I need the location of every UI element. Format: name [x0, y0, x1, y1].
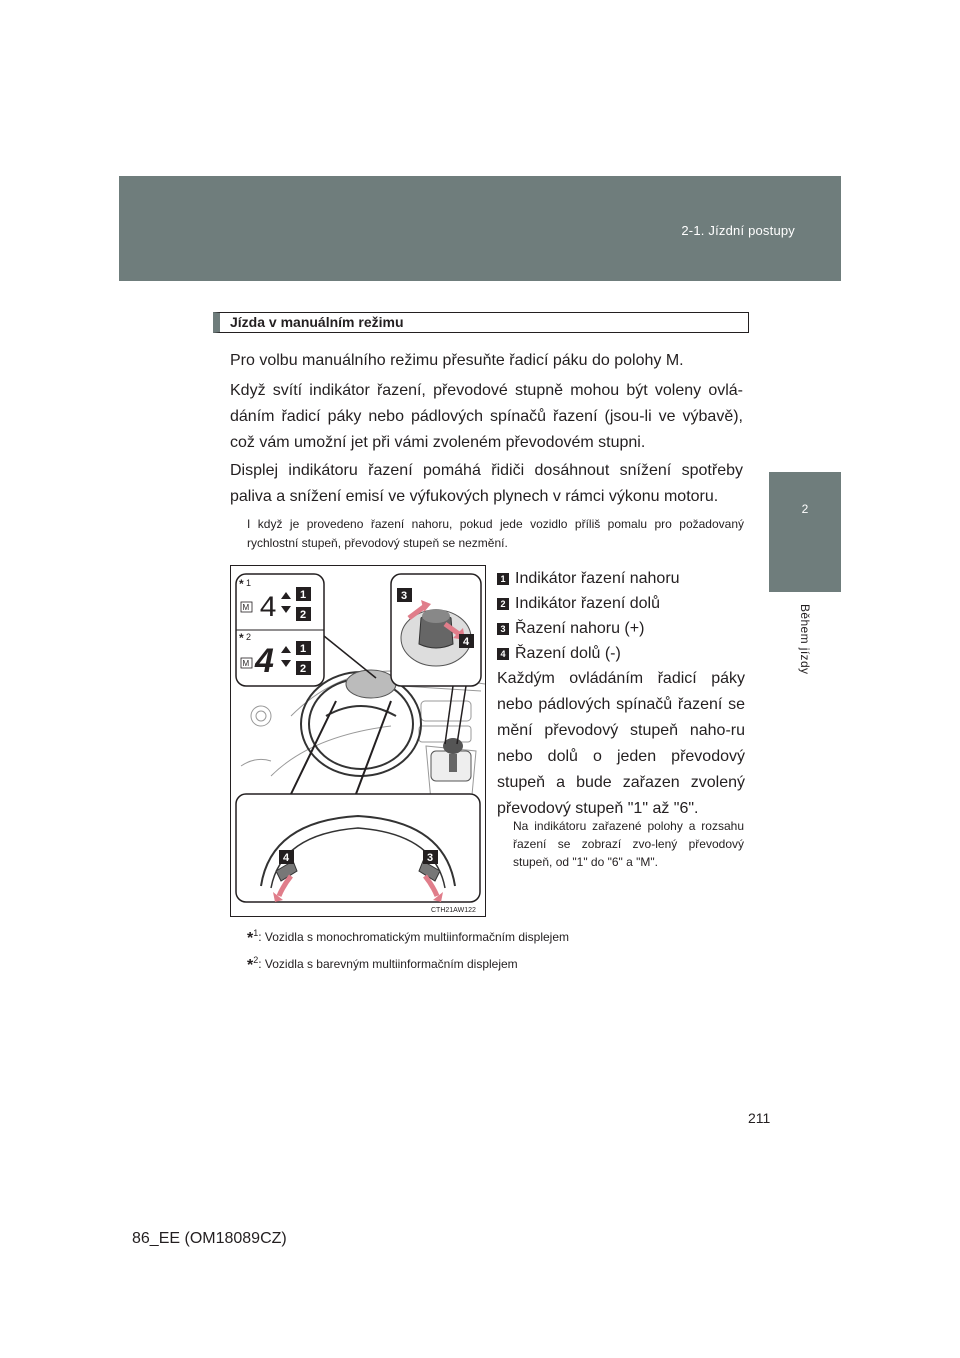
legend-item [497, 641, 745, 666]
svg-text:3: 3 [427, 852, 434, 864]
legend-number: 1 [497, 573, 509, 585]
svg-text:2: 2 [300, 609, 307, 621]
paragraph-2: Když svítí indikátor řazení, převodové stupně mohou být voleny ovlá-dáním řadicí páky nebo pádlových spínačů řazení (jsou-li ve výbavě), což vám umožní jet při vámi zvoleném převodovém stupni. [230, 382, 743, 451]
chapter-tab [769, 472, 841, 592]
mode-letter-1: M [242, 603, 250, 612]
paddle-shifter-inset [236, 794, 480, 902]
section-heading: Jízda v manuálním režimu [213, 312, 749, 333]
svg-text:4: 4 [463, 636, 470, 648]
legend-number: 2 [497, 598, 509, 610]
svg-text:1: 1 [300, 643, 307, 655]
shift-illustration [230, 565, 486, 917]
shift-illustration-svg [231, 566, 485, 916]
shift-description-note: Na indikátoru zařazené polohy a rozsahu řazení se zobrazí zvo-lený převodový stupeň, od "1" do "6" a "M". [513, 819, 744, 869]
svg-text:1: 1 [300, 589, 307, 601]
legend-label: Indikátor řazení dolů [515, 595, 660, 612]
gear-lever [431, 738, 471, 781]
legend-label: Řazení dolů (-) [515, 645, 621, 662]
svg-text:4: 4 [283, 852, 290, 864]
star2-label: 2 [246, 632, 252, 642]
gear-knob-inset [391, 574, 481, 686]
svg-text:*: * [239, 577, 244, 591]
legend-label: Indikátor řazení nahoru [515, 570, 680, 587]
legend-item [497, 566, 745, 591]
gear-digit-1: 4 [259, 592, 278, 626]
legend-number: 3 [497, 623, 509, 635]
section-title: 2-1. Jízdní postupy [681, 223, 795, 238]
paragraph-3: Displej indikátoru řazení pomáhá řidiči dosáhnout snížení spotřeby paliva a snížení emisí ve výfukových plynech v rámci výkonu motoru. [230, 462, 743, 505]
section-note: I když je provedeno řazení nahoru, pokud jede vozidlo příliš pomalu pro požadovaný rychlostní stupeň, převodový stupeň se nezmění. [247, 517, 744, 550]
svg-text:2: 2 [300, 663, 307, 675]
svg-text:3: 3 [401, 590, 408, 602]
paragraph-1: Pro volbu manuálního režimu přesuňte řadicí páku do polohy M. [230, 352, 684, 369]
legend-item [497, 616, 745, 641]
legend-list [497, 566, 745, 666]
footnote-1: *$^1$: Vozidla s monochromatickým multiinformačním displejem [247, 928, 570, 947]
header-band [119, 176, 841, 281]
legend-number: 4 [497, 648, 509, 660]
footnote-2: *$^2$: Vozidla s barevným multiinformačním displejem [247, 955, 518, 974]
star1-label: 1 [246, 578, 252, 588]
chapter-number: 2 [801, 502, 809, 516]
gear-digit-2: 4 [255, 642, 274, 680]
legend-label: Řazení nahoru (+) [515, 620, 645, 637]
legend-item [497, 591, 745, 616]
figure-code: CTH21AW122 [431, 907, 476, 914]
svg-text:*: * [239, 631, 244, 645]
document-code: 86_EE (OM18089CZ) [132, 1230, 287, 1247]
shift-indicator-inset [236, 574, 324, 686]
page-number: 211 [748, 1110, 771, 1126]
chapter-label: Během jízdy [798, 604, 812, 675]
mode-letter-2: M [242, 659, 250, 668]
shift-description: Každým ovládáním řadicí páky nebo pádlových spínačů řazení se mění převodový stupeň naho-ru nebo dolů o jeden převodový stupeň a bude zařazen zvolený převodový stupeň "1" až "6". [497, 670, 745, 817]
